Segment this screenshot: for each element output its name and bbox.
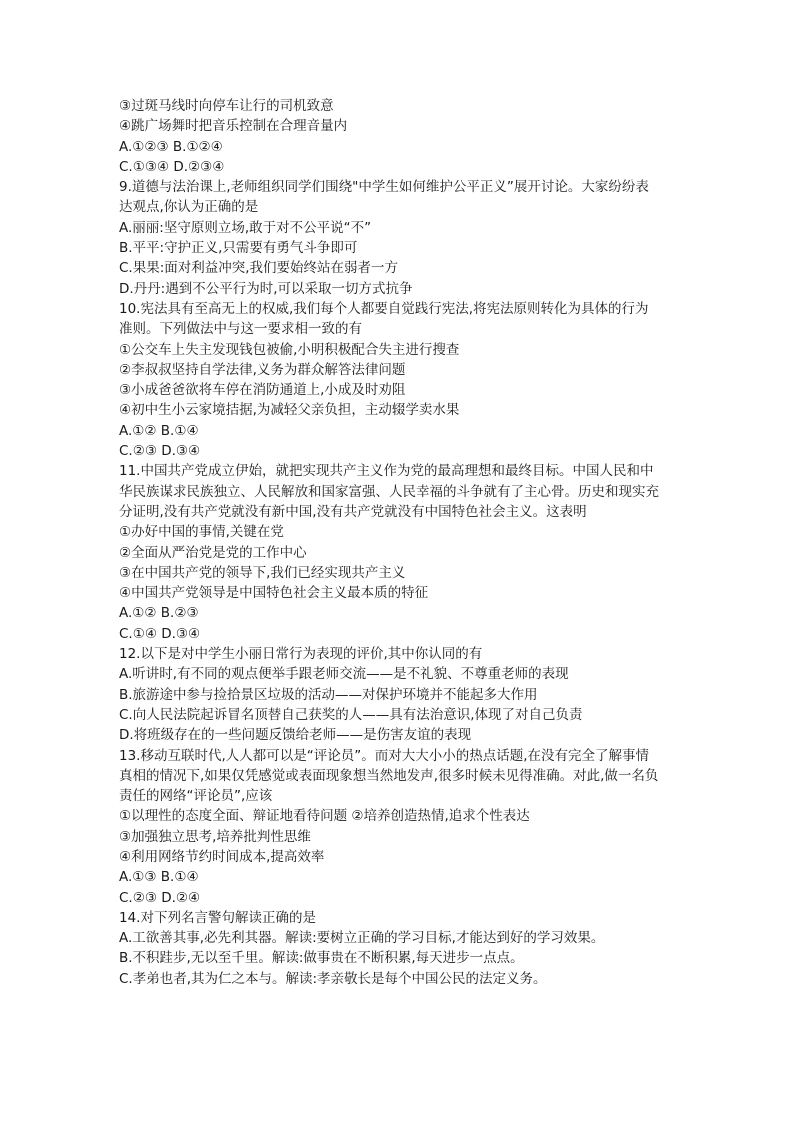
answer-choices: A.①② B.②③ bbox=[119, 605, 199, 622]
option-line: C.向人民法院起诉冒名顶替自己获奖的人——具有法治意识,体现了对自己负责 bbox=[119, 706, 583, 723]
answer-choices: A.①②③ B.①②④ bbox=[119, 138, 223, 155]
answer-choices: A.①② B.①④ bbox=[119, 422, 199, 439]
answer-choices: C.②③ D.②④ bbox=[119, 889, 201, 906]
question-11-stem-cont: 华民族谋求民族独立、人民解放和国家富强、人民幸福的斗争就有了主心骨。历史和现实充 bbox=[119, 483, 659, 500]
option-line: B.旅游途中参与捡拾景区垃圾的活动——对保护环境并不能起多大作用 bbox=[119, 686, 538, 703]
option-line: ③在中国共产党的领导下,我们已经实现共产主义 bbox=[119, 564, 406, 581]
question-12-stem: 12.以下是对中学生小丽日常行为表现的评价,其中你认同的有 bbox=[119, 646, 483, 663]
question-13-stem: 13.移动互联时代,人人都可以是“评论员”。而对大大小小的热点话题,在没有完全了解事情 bbox=[119, 747, 650, 764]
option-line: ④初中生小云家境拮据,为减轻父亲负担，主动辍学卖水果 bbox=[119, 402, 460, 419]
question-10-stem: 10.宪法具有至高无上的权威,我们每个人都要自觉践行宪法,将宪法原则转化为具体的行为 bbox=[119, 300, 649, 317]
option-line: ③过斑马线时向停车让行的司机致意 bbox=[119, 98, 334, 114]
answer-choices: A.①③ B.①④ bbox=[119, 869, 199, 886]
question-11-stem-cont: 分证明,没有共产党就没有新中国,没有共产党就没有中国特色社会主义。这表明 bbox=[119, 503, 587, 520]
answer-choices: C.①④ D.③④ bbox=[119, 625, 201, 642]
option-line: ①以理性的态度全面、辩证地看待问题 ②培养创造热情,追求个性表达 bbox=[119, 808, 530, 825]
answer-choices: C.①③④ D.②③④ bbox=[119, 158, 225, 175]
option-line: ④利用网络节约时间成本,提高效率 bbox=[119, 848, 325, 865]
question-9-stem-cont: 达观点,你认为正确的是 bbox=[119, 199, 259, 216]
question-14-stem: 14.对下列名言警句解读正确的是 bbox=[119, 909, 316, 926]
option-line: D.丹丹:遇到不公平行为时,可以采取一切方式抗争 bbox=[119, 280, 413, 297]
option-line: B.不积跬步,无以至千里。解读:做事贵在不断积累,每天进步一点点。 bbox=[119, 950, 524, 967]
option-line: ①办好中国的事情,关键在党 bbox=[119, 524, 284, 541]
option-line: ③小成爸爸欲将车停在消防通道上,小成及时劝阻 bbox=[119, 382, 406, 399]
option-line: ③加强独立思考,培养批判性思维 bbox=[119, 828, 311, 845]
document-page bbox=[119, 96, 679, 989]
option-line: ④跳广场舞时把音乐控制在合理音量内 bbox=[119, 118, 348, 135]
answer-choices: C.②③ D.③④ bbox=[119, 443, 201, 460]
question-13-stem-cont: 责任的网络“评论员”,应该 bbox=[119, 788, 273, 805]
option-line: D.将班级存在的一些问题反馈给老师——是伤害友谊的表现 bbox=[119, 727, 472, 744]
option-line: A.听讲时,有不同的观点便举手跟老师交流——是不礼貌、不尊重老师的表现 bbox=[119, 666, 569, 683]
option-line: ②全面从严治党是党的工作中心 bbox=[119, 544, 307, 561]
option-line: ①公交车上失主发现钱包被偷,小明积极配合失主进行搜查 bbox=[119, 341, 460, 358]
question-10-stem-cont: 准则。下列做法中与这一要求相一致的有 bbox=[119, 321, 362, 338]
option-line: C.果果:面对利益冲突,我们要始终站在弱者一方 bbox=[119, 260, 399, 277]
option-line: A.丽丽:坚守原则立场,敢于对不公平说“不” bbox=[119, 219, 372, 236]
question-13-stem-cont: 真相的情况下,如果仅凭感觉或表面现象想当然地发声,很多时候未见得准确。对此,做一名负 bbox=[119, 767, 659, 784]
question-9-stem: 9.道德与法治课上,老师组织同学们围绕"中学生如何维护公平正义”展开讨论。大家纷纷表 bbox=[119, 179, 649, 196]
option-line: B.平平:守护正义,只需要有勇气斗争即可 bbox=[119, 240, 358, 257]
question-11-stem: 11.中国共产党成立伊始，就把实现共产主义作为党的最高理想和最终目标。中国人民和中 bbox=[119, 463, 654, 480]
option-line: A.工欲善其事,必先利其器。解读:要树立正确的学习目标,才能达到好的学习效果。 bbox=[119, 930, 605, 947]
option-line: ④中国共产党领导是中国特色社会主义最本质的特征 bbox=[119, 585, 429, 602]
option-line: C.孝弟也者,其为仁之本与。解读:孝亲敬长是每个中国公民的法定义务。 bbox=[119, 970, 547, 987]
option-line: ②李叔叔坚持自学法律,义务为群众解答法律问题 bbox=[119, 361, 406, 378]
